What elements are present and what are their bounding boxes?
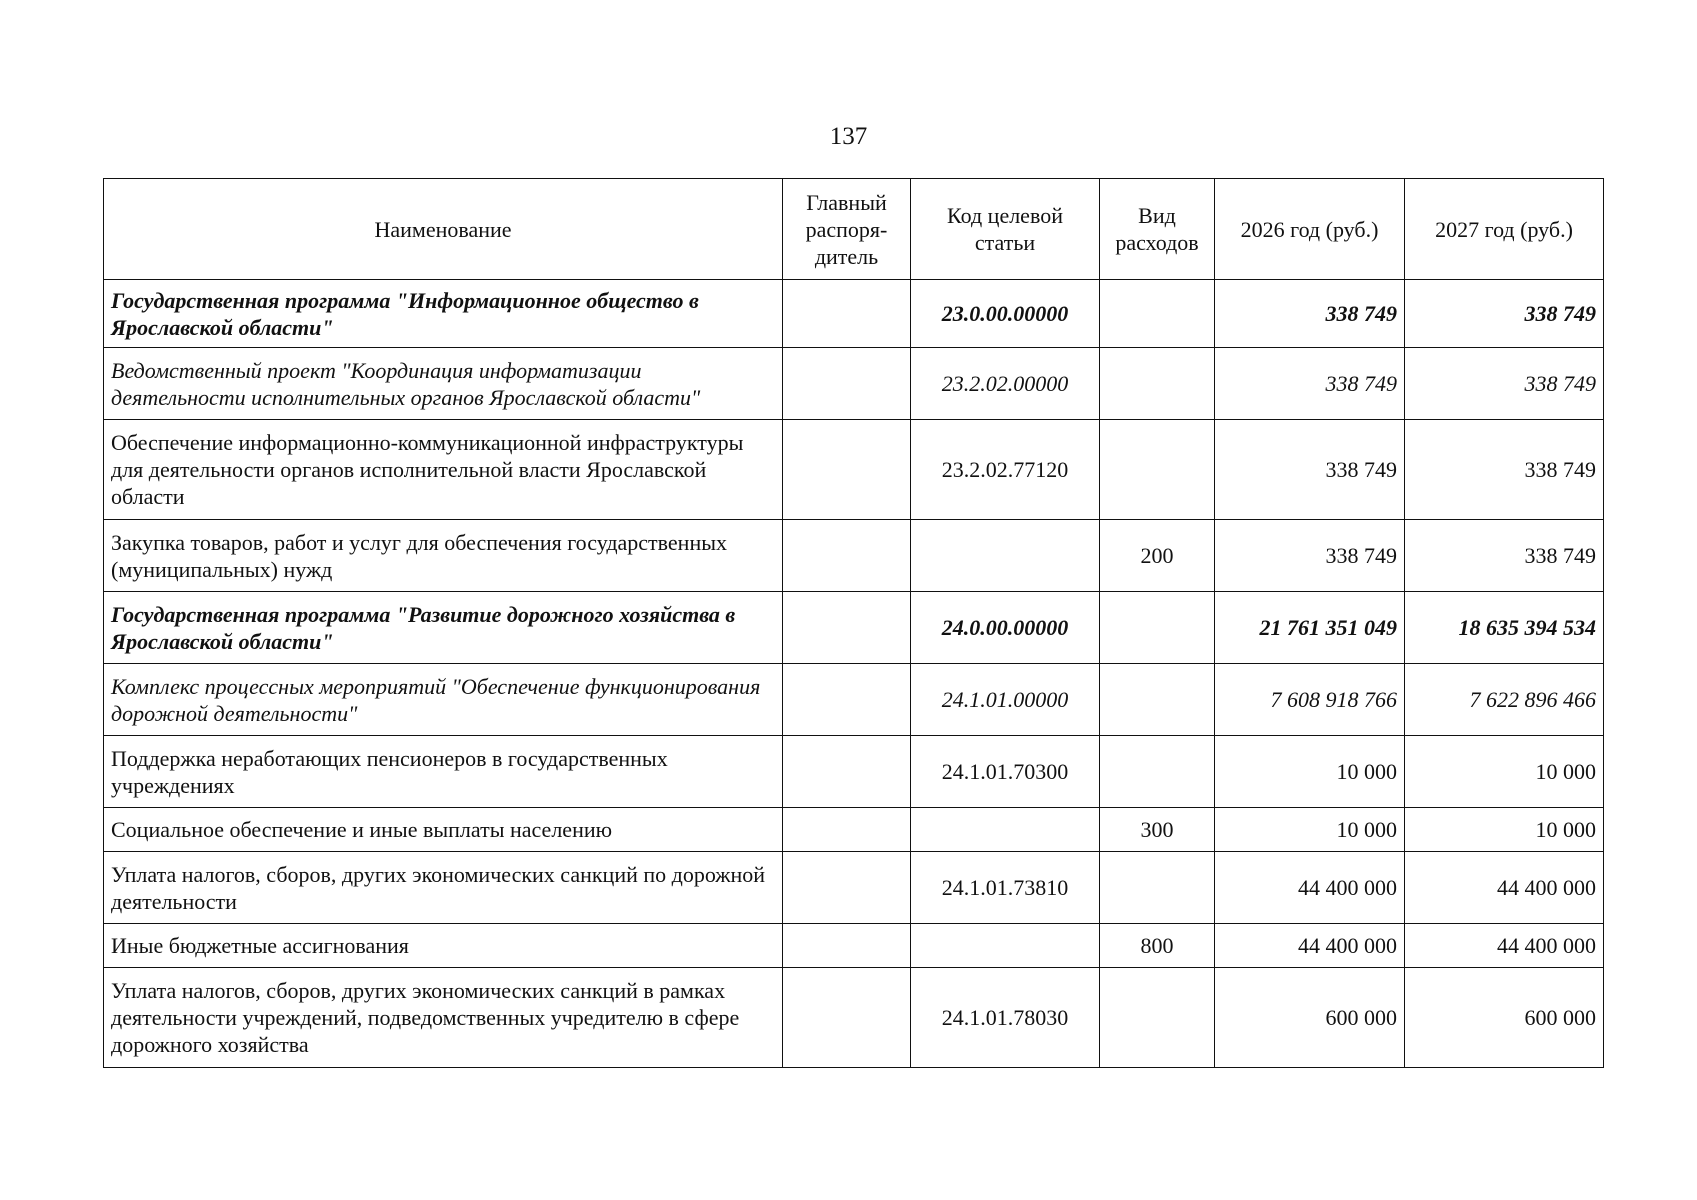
cell-amount-2026: 21 761 351 049 <box>1215 592 1405 664</box>
table-row <box>104 664 1604 736</box>
table-header-row <box>104 179 1604 280</box>
table-row <box>104 736 1604 808</box>
cell-amount-2027: 600 000 <box>1405 968 1604 1068</box>
cell-expense-type <box>1100 664 1215 736</box>
cell-amount-2026: 338 749 <box>1215 420 1405 520</box>
cell-expense-type: 200 <box>1100 520 1215 592</box>
cell-amount-2027: 44 400 000 <box>1405 852 1604 924</box>
cell-amount-2027: 338 749 <box>1405 348 1604 420</box>
cell-expense-type <box>1100 736 1215 808</box>
cell-amount-2027: 44 400 000 <box>1405 924 1604 968</box>
cell-name: Иные бюджетные ассигнования <box>104 924 783 968</box>
budget-table <box>103 178 1604 1068</box>
cell-amount-2026: 44 400 000 <box>1215 852 1405 924</box>
cell-amount-2026: 44 400 000 <box>1215 924 1405 968</box>
cell-name: Уплата налогов, сборов, других экономических санкций в рамках деятельности учреждений, подведомственных учредителю в сфере дорожного хозяйства <box>104 968 783 1068</box>
page-number: 137 <box>829 123 868 150</box>
cell-target-code <box>911 808 1100 852</box>
table-row <box>104 420 1604 520</box>
table-row <box>104 592 1604 664</box>
cell-target-code: 24.0.00.00000 <box>911 592 1100 664</box>
cell-target-code: 23.0.00.00000 <box>911 280 1100 348</box>
cell-chief-administrator <box>783 808 911 852</box>
cell-expense-type: 800 <box>1100 924 1215 968</box>
cell-chief-administrator <box>783 664 911 736</box>
header-expense-type: Вид расходов <box>1100 179 1215 280</box>
header-name: Наименование <box>104 179 783 280</box>
table-row <box>104 348 1604 420</box>
cell-expense-type <box>1100 968 1215 1068</box>
table-body <box>104 280 1604 1068</box>
cell-amount-2027: 10 000 <box>1405 736 1604 808</box>
cell-expense-type <box>1100 348 1215 420</box>
cell-name: Государственная программа "Информационное общество в Ярославской области" <box>104 280 783 348</box>
cell-name: Поддержка неработающих пенсионеров в государственных учреждениях <box>104 736 783 808</box>
cell-amount-2026: 600 000 <box>1215 968 1405 1068</box>
cell-amount-2026: 10 000 <box>1215 736 1405 808</box>
cell-amount-2026: 10 000 <box>1215 808 1405 852</box>
cell-name: Закупка товаров, работ и услуг для обеспечения государственных (муниципальных) нужд <box>104 520 783 592</box>
cell-expense-type <box>1100 852 1215 924</box>
cell-amount-2027: 338 749 <box>1405 280 1604 348</box>
table-row <box>104 520 1604 592</box>
cell-amount-2027: 338 749 <box>1405 420 1604 520</box>
cell-name: Комплекс процессных мероприятий "Обеспечение функционирования дорожной деятельности" <box>104 664 783 736</box>
cell-amount-2027: 18 635 394 534 <box>1405 592 1604 664</box>
cell-chief-administrator <box>783 924 911 968</box>
table-row <box>104 280 1604 348</box>
cell-amount-2027: 7 622 896 466 <box>1405 664 1604 736</box>
cell-amount-2027: 338 749 <box>1405 520 1604 592</box>
cell-target-code: 23.2.02.77120 <box>911 420 1100 520</box>
table-row <box>104 968 1604 1068</box>
cell-chief-administrator <box>783 280 911 348</box>
cell-chief-administrator <box>783 968 911 1068</box>
cell-chief-administrator <box>783 736 911 808</box>
cell-expense-type <box>1100 592 1215 664</box>
table-row <box>104 852 1604 924</box>
cell-target-code: 24.1.01.78030 <box>911 968 1100 1068</box>
cell-target-code: 24.1.01.00000 <box>911 664 1100 736</box>
cell-expense-type <box>1100 280 1215 348</box>
table-row <box>104 924 1604 968</box>
cell-name: Социальное обеспечение и иные выплаты населению <box>104 808 783 852</box>
header-target-code: Код целевой статьи <box>911 179 1100 280</box>
cell-chief-administrator <box>783 520 911 592</box>
table-row <box>104 808 1604 852</box>
cell-target-code <box>911 924 1100 968</box>
cell-target-code: 23.2.02.00000 <box>911 348 1100 420</box>
cell-name: Уплата налогов, сборов, других экономических санкций по дорожной деятельности <box>104 852 783 924</box>
cell-amount-2026: 338 749 <box>1215 520 1405 592</box>
cell-target-code: 24.1.01.70300 <box>911 736 1100 808</box>
cell-expense-type: 300 <box>1100 808 1215 852</box>
cell-amount-2027: 10 000 <box>1405 808 1604 852</box>
cell-chief-administrator <box>783 592 911 664</box>
cell-chief-administrator <box>783 348 911 420</box>
cell-name: Обеспечение информационно-коммуникационной инфраструктуры для деятельности органов исполнительной власти Ярославской области <box>104 420 783 520</box>
cell-chief-administrator <box>783 420 911 520</box>
cell-target-code: 24.1.01.73810 <box>911 852 1100 924</box>
cell-name: Государственная программа "Развитие дорожного хозяйства в Ярославской области" <box>104 592 783 664</box>
cell-amount-2026: 338 749 <box>1215 280 1405 348</box>
header-year-2026: 2026 год (руб.) <box>1215 179 1405 280</box>
cell-name: Ведомственный проект "Координация информатизации деятельности исполнительных органов Ярославской области" <box>104 348 783 420</box>
cell-amount-2026: 7 608 918 766 <box>1215 664 1405 736</box>
header-year-2027: 2027 год (руб.) <box>1405 179 1604 280</box>
header-chief-administrator: Главный распоря-дитель <box>783 179 911 280</box>
cell-expense-type <box>1100 420 1215 520</box>
cell-target-code <box>911 520 1100 592</box>
cell-amount-2026: 338 749 <box>1215 348 1405 420</box>
cell-chief-administrator <box>783 852 911 924</box>
